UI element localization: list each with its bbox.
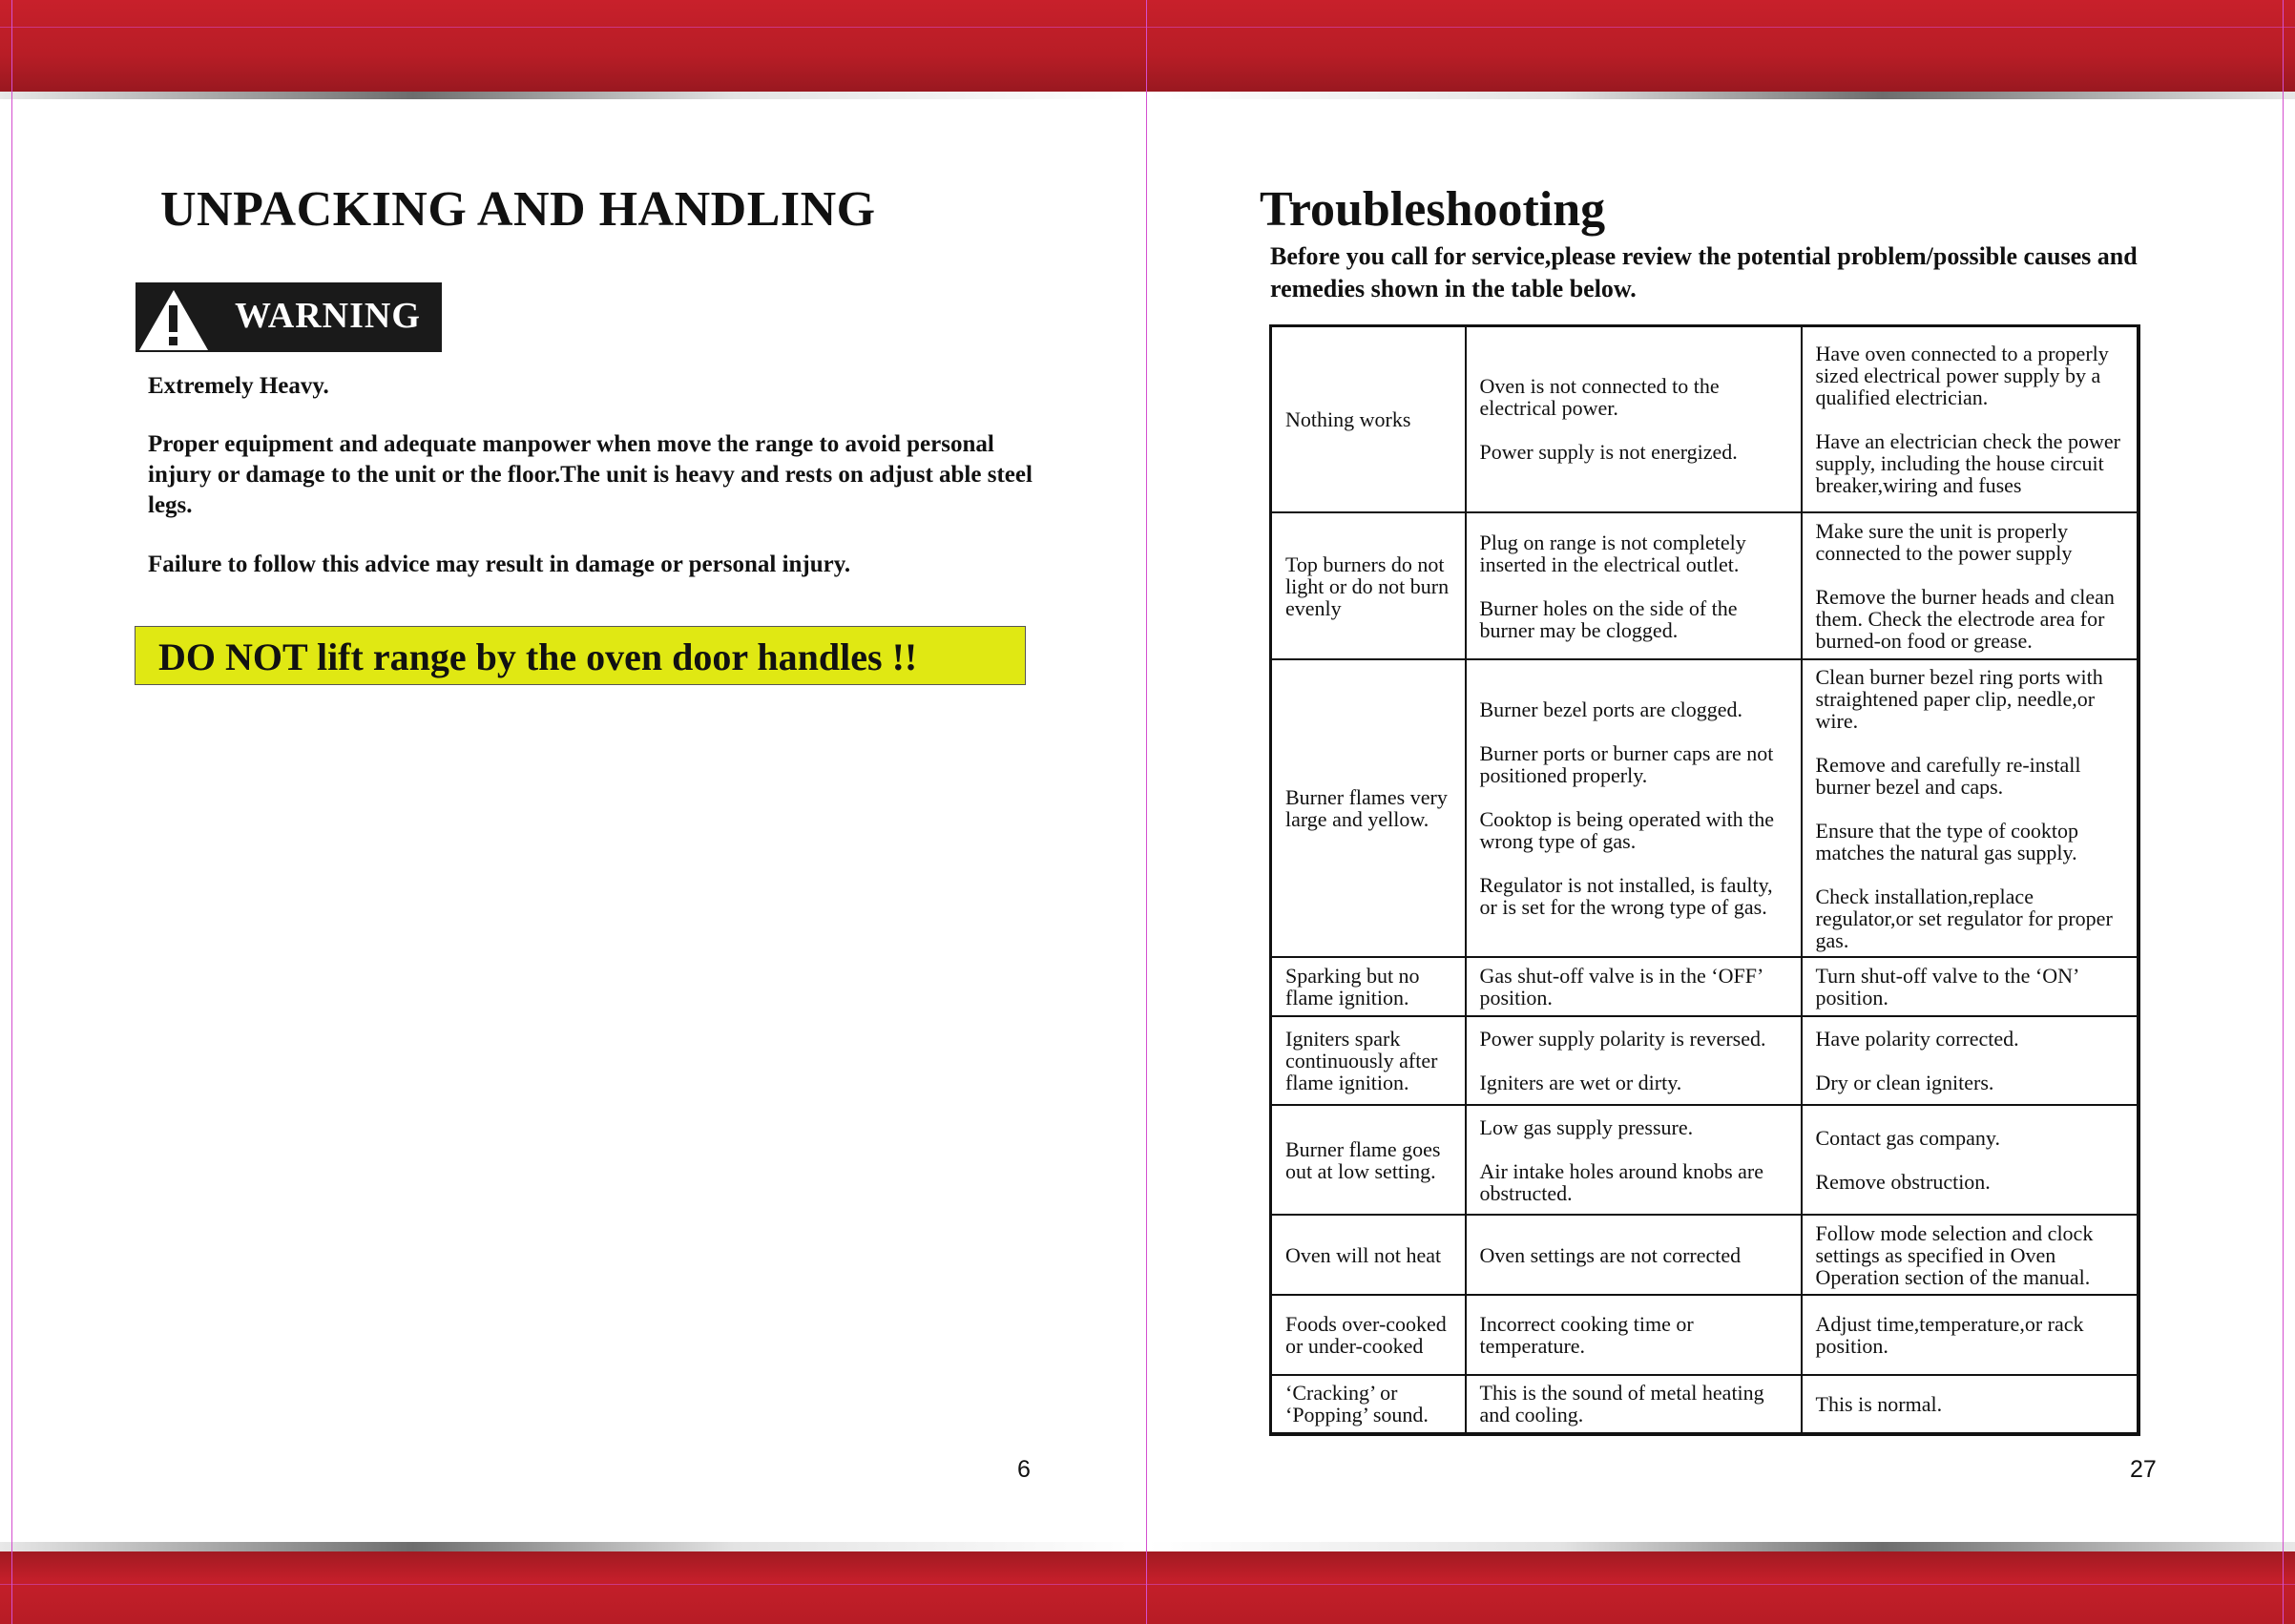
- problem-cell: [1271, 1215, 1466, 1294]
- remedy-cell-text: Check installation,replace regulator,or set regulator for proper gas.: [1815, 884, 2113, 952]
- remedy-cell-text: Ensure that the type of cooktop matches the natural gas supply.: [1815, 818, 2079, 864]
- line-gap: [1816, 1149, 2128, 1171]
- remedy-cell-text: This is normal.: [1815, 1391, 1943, 1416]
- remedy-cell-text: Have an electrician check the power supply, including the house circuit breaker,wiring and fuses: [1815, 428, 2120, 497]
- paragraph-failure: Failure to follow this advice may result in damage or personal injury.: [148, 552, 851, 577]
- notice-text: DO NOT lift range by the oven door handles !!: [158, 635, 918, 678]
- troubleshooting-table: [1269, 324, 2140, 1436]
- remedy-cell-text: Follow mode selection and clock settings as specified in Oven Operation section of the manual.: [1815, 1220, 2094, 1289]
- problem-cell-text: ‘Cracking’ or ‘Popping’ sound.: [1285, 1381, 1429, 1427]
- cause-cell-text: Air intake holes around knobs are obstructed.: [1479, 1158, 1764, 1205]
- cause-cell-text: Cooktop is being operated with the wrong type of gas.: [1479, 807, 1775, 854]
- cause-cell-text: Power supply is not energized.: [1479, 440, 1738, 465]
- cause-cell: [1466, 1105, 1802, 1215]
- problem-cell: [1271, 957, 1466, 1016]
- remedy-cell-text: Remove obstruction.: [1815, 1170, 1991, 1195]
- problem-cell-text: Burner flame goes out at low setting.: [1285, 1136, 1441, 1183]
- cause-cell-text: This is the sound of metal heating and cooling.: [1479, 1381, 1764, 1427]
- problem-cell-text: Foods over-cooked or under-cooked: [1285, 1311, 1447, 1358]
- cause-cell: [1466, 1016, 1802, 1105]
- paragraph-heavy: Extremely Heavy.: [148, 373, 329, 399]
- remedy-cell: [1802, 1375, 2139, 1434]
- cause-cell-text: Gas shut-off valve is in the ‘OFF’ position.: [1479, 963, 1763, 1010]
- intro-text: Before you call for service,please review the potential problem/possible causes and remedies shown in the table below.: [1270, 242, 2138, 302]
- remedy-cell: [1802, 659, 2139, 957]
- line-gap: [1816, 732, 2128, 754]
- cause-cell: [1466, 326, 1802, 512]
- problem-cell-text: Nothing works: [1285, 406, 1411, 431]
- page-number-left: 6: [1017, 1456, 1031, 1483]
- problem-cell-text: Burner flames very large and yellow.: [1285, 785, 1448, 832]
- problem-cell: [1271, 512, 1466, 659]
- bleed-guide-line: [0, 27, 2295, 28]
- remedy-cell: [1802, 1295, 2139, 1375]
- cause-cell-text: Low gas supply pressure.: [1479, 1114, 1694, 1139]
- cause-cell: [1466, 1215, 1802, 1294]
- cause-cell: [1466, 1295, 1802, 1375]
- line-gap: [1816, 408, 2128, 430]
- remedy-cell-text: Adjust time,temperature,or rack position.: [1815, 1311, 2084, 1358]
- table-row: [1271, 957, 2139, 1016]
- remedy-cell-text: Have polarity corrected.: [1815, 1027, 2019, 1051]
- notice-box: [135, 626, 1026, 685]
- remedy-cell: [1802, 326, 2139, 512]
- problem-cell-text: Igniters spark continuously after flame ignition.: [1285, 1027, 1438, 1095]
- table-row: [1271, 1016, 2139, 1105]
- exclamation-triangle-icon: [136, 282, 231, 352]
- problem-cell: [1271, 1105, 1466, 1215]
- line-gap: [1480, 419, 1791, 441]
- remedy-cell-text: Remove the burner heads and clean them. Check the electrode area for burned-on food or grease.: [1815, 585, 2115, 654]
- problem-cell-text: Oven will not heat: [1285, 1242, 1442, 1267]
- cause-cell-text: Plug on range is not completely inserted in the electrical outlet.: [1479, 530, 1746, 576]
- bleed-guide-line: [0, 1584, 2295, 1585]
- cause-cell-text: Oven is not connected to the electrical power.: [1479, 374, 1720, 421]
- remedy-cell-text: Have oven connected to a properly sized electrical power supply by a qualified electrician.: [1815, 341, 2109, 409]
- problem-cell-text: Top burners do not light or do not burn evenly: [1285, 552, 1450, 620]
- cause-cell: [1466, 957, 1802, 1016]
- problem-cell: [1271, 659, 1466, 957]
- cause-cell-text: Burner holes on the side of the burner may be clogged.: [1479, 595, 1738, 642]
- problem-cell-text: Sparking but no flame ignition.: [1285, 963, 1420, 1010]
- warning-text: WARNING: [235, 296, 421, 336]
- line-gap: [1480, 1138, 1791, 1160]
- remedy-cell-text: Dry or clean igniters.: [1815, 1071, 1994, 1095]
- page-number-right: 27: [2130, 1456, 2157, 1483]
- problem-cell: [1271, 1016, 1466, 1105]
- footer-band: [0, 1551, 2295, 1624]
- table-row: [1271, 326, 2139, 512]
- paragraph-equipment: Proper equipment and adequate manpower when move the range to avoid personal injury or damage to the unit or the floor.The unit is heavy and rests on adjust able steel legs.: [148, 431, 1033, 518]
- remedy-cell-text: Clean burner bezel ring ports with straightened paper clip, needle,or wire.: [1815, 664, 2103, 733]
- cause-cell-text: Power supply polarity is reversed.: [1479, 1027, 1766, 1051]
- cause-cell-text: Regulator is not installed, is faulty, or is set for the wrong type of gas.: [1479, 873, 1773, 920]
- spread-center-guide-line: [1146, 0, 1147, 1624]
- remedy-cell: [1802, 957, 2139, 1016]
- table-row: [1271, 1375, 2139, 1434]
- page-title-troubleshooting: Troubleshooting: [1260, 182, 1606, 237]
- table-row: [1271, 1215, 2139, 1294]
- cause-cell: [1466, 512, 1802, 659]
- remedy-cell-text: Make sure the unit is properly connected to the power supply: [1815, 519, 2073, 566]
- remedy-cell: [1802, 1105, 2139, 1215]
- line-gap: [1816, 1050, 2128, 1072]
- table-row: [1271, 659, 2139, 957]
- cause-cell-text: Incorrect cooking time or temperature.: [1479, 1311, 1694, 1358]
- line-gap: [1480, 1050, 1791, 1072]
- table-row: [1271, 512, 2139, 659]
- cause-cell-text: Burner ports or burner caps are not positioned properly.: [1479, 741, 1774, 788]
- footer-metallic-strip: [0, 1542, 2295, 1551]
- cause-cell-text: Burner bezel ports are clogged.: [1479, 697, 1742, 722]
- remedy-cell-text: Remove and carefully re-install burner bezel and caps.: [1815, 752, 2081, 799]
- line-gap: [1480, 720, 1791, 742]
- page-title: UNPACKING AND HANDLING: [160, 182, 876, 237]
- page-guide-line: [2283, 0, 2284, 1624]
- warning-label: [136, 282, 442, 352]
- line-gap: [1816, 798, 2128, 820]
- cause-cell: [1466, 1375, 1802, 1434]
- remedy-cell-text: Turn shut-off valve to the ‘ON’ position.: [1815, 963, 2078, 1010]
- remedy-cell-text: Contact gas company.: [1815, 1126, 2000, 1151]
- header-band: [0, 0, 2295, 92]
- cause-cell-text: Oven settings are not corrected: [1479, 1242, 1742, 1267]
- line-gap: [1816, 864, 2128, 885]
- line-gap: [1816, 564, 2128, 586]
- problem-cell: [1271, 1375, 1466, 1434]
- line-gap: [1480, 786, 1791, 808]
- header-metallic-strip: [0, 92, 2295, 99]
- line-gap: [1480, 852, 1791, 874]
- cause-cell: [1466, 659, 1802, 957]
- troubleshooting-table-body: [1271, 326, 2139, 1435]
- line-gap: [1480, 575, 1791, 597]
- problem-cell: [1271, 326, 1466, 512]
- page-guide-line: [11, 0, 12, 1624]
- remedy-cell: [1802, 512, 2139, 659]
- table-row: [1271, 1105, 2139, 1215]
- remedy-cell: [1802, 1016, 2139, 1105]
- table-row: [1271, 1295, 2139, 1375]
- cause-cell-text: Igniters are wet or dirty.: [1479, 1071, 1682, 1095]
- remedy-cell: [1802, 1215, 2139, 1294]
- problem-cell: [1271, 1295, 1466, 1375]
